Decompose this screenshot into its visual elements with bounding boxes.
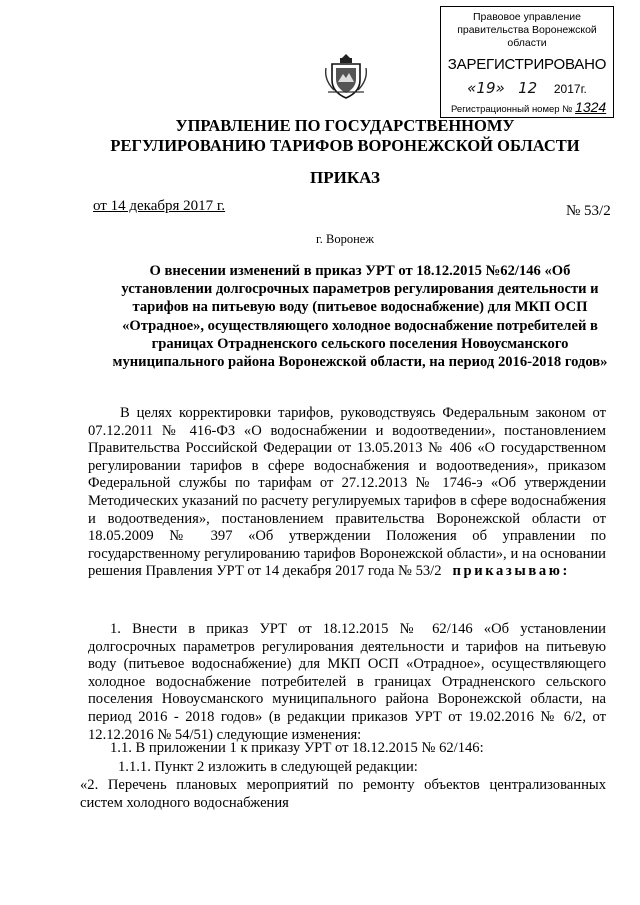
item-1: 1. Внести в приказ УРТ от 18.12.2015 № 62/146 «Об установлении долгосрочных параметров регулирования деятельности и тарифов на питьевую воду (питьевое водоснабжение) для МКП ОСП «Отрадное», осуществляющего холодное водоснабжение потребителей в границах Отрадненского сельского поселения Новоусманского муниципального района Воронежской области, на период 2016 - 2018 годов» (в редакции приказов УРТ от 19.02.2016 № 6/2, от 12.12.2016 № 54/51) следующие изменения:: [88, 621, 606, 743]
stamp-date: [441, 79, 613, 97]
stamp-year: 2017г.: [553, 82, 587, 96]
registration-stamp: [440, 6, 614, 118]
order-date: от 14 декабря 2017 г.: [93, 198, 226, 214]
stamp-day: «19»: [467, 79, 505, 97]
stamp-department: Правовое управление правительства Воронежской области: [457, 11, 597, 49]
item-1-1: 1.1. В приложении 1 к приказу УРТ от 18.12.2015 № 62/146:: [110, 740, 484, 756]
preamble-text: В целях корректировки тарифов, руководствуясь Федеральным законом от 07.12.2011 № 416-ФЗ «О водоснабжении и водоотведении», постановлением Правительства Российской Федерации от 13.05.2013 № 406 «О государственном регулировании тарифов в сфере водоснабжения и водоотведения», приказом Федеральной службы по тарифам от 27.12.2013 № 1746-э «Об утверждении Методических указаний по расчету регулируемых тарифов в сфере водоснабжения и водоотведения», постановлением правительства Воронежской области от 18.05.2009 № 397 «Об утверждении Положения об управлении по государственному регулированию тарифов Воронежской области», и на основании решения Правления УРТ от 14 декабря 2017 года № 53/2: [88, 405, 606, 580]
stamp-reg-label: Регистрационный номер №: [451, 104, 573, 115]
coat-of-arms-icon: [324, 52, 368, 100]
organization-name: УПРАВЛЕНИЕ ПО ГОСУДАРСТВЕННОМУ РЕГУЛИРОВАНИЮ ТАРИФОВ ВОРОНЕЖСКОЙ ОБЛАСТИ: [110, 116, 580, 155]
preamble-paragraph: [88, 405, 606, 581]
item-1-1-1: 1.1.1. Пункт 2 изложить в следующей редакции:: [118, 759, 418, 775]
stamp-reg-number: 1324: [575, 99, 607, 115]
document-type: ПРИКАЗ: [310, 168, 380, 187]
item-2: «2. Перечень плановых мероприятий по ремонту объектов централизованных систем холодного водоснабжения: [80, 777, 606, 811]
stamp-registered: ЗАРЕГИСТРИРОВАНО: [447, 56, 607, 73]
city: г. Воронеж: [316, 232, 374, 246]
order-number: № 53/2: [566, 203, 611, 219]
stamp-reg-number-line: [441, 99, 613, 115]
order-title: О внесении изменений в приказ УРТ от 18.12.2015 №62/146 «Об установлении долгосрочных параметров регулирования деятельности и тарифов на питьевую воду (питьевое водоснабжение) для МКП ОСП «Отрадное», осуществляющего холодное водоснабжение потребителей в границах Отрадненского сельского поселения Новоусманского муниципального района Воронежской области, на период 2016-2018 годов»: [112, 263, 608, 371]
order-word: приказываю:: [452, 563, 570, 580]
stamp-month: 12: [518, 79, 538, 97]
